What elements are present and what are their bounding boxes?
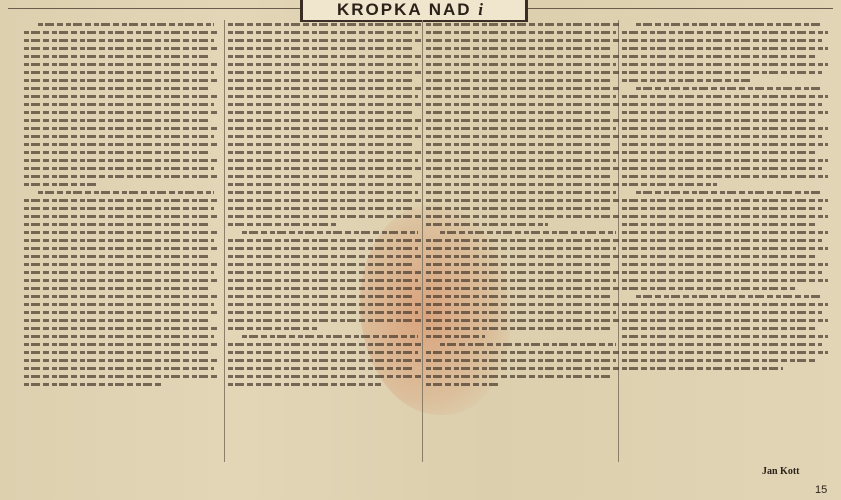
article-column-3 [426, 18, 622, 463]
text-line [426, 183, 622, 186]
text-line [24, 167, 214, 170]
text-line [426, 63, 616, 66]
text-line [24, 295, 220, 298]
text-line [228, 199, 424, 202]
text-line [622, 271, 822, 274]
text-line [426, 303, 622, 306]
text-line [38, 23, 214, 26]
text-line [24, 279, 220, 282]
text-line [24, 63, 220, 66]
text-line [228, 223, 336, 226]
text-line [622, 111, 828, 114]
text-line [24, 127, 220, 130]
text-line [622, 135, 822, 138]
text-line [426, 383, 500, 386]
text-line [228, 279, 418, 282]
text-line [622, 47, 828, 50]
text-line [426, 55, 622, 58]
text-line [24, 183, 98, 186]
text-line [228, 247, 418, 250]
text-line [622, 367, 783, 370]
text-line [24, 79, 220, 82]
text-line [426, 23, 622, 26]
text-line [24, 239, 214, 242]
text-line [24, 47, 220, 50]
text-line [622, 359, 816, 362]
text-line [622, 63, 828, 66]
text-line [426, 199, 622, 202]
text-line [426, 215, 622, 218]
text-line [426, 239, 622, 242]
header-rule-left [8, 8, 300, 9]
text-line [24, 119, 208, 122]
text-line [228, 367, 412, 370]
text-line [24, 151, 208, 154]
text-line [24, 359, 220, 362]
text-line [622, 127, 828, 130]
text-line [24, 351, 208, 354]
text-line [622, 199, 828, 202]
text-line [426, 359, 616, 362]
text-line [426, 295, 610, 298]
text-line [228, 151, 424, 154]
text-line [426, 159, 616, 162]
text-line [228, 191, 418, 194]
text-line [228, 183, 424, 186]
text-line [24, 343, 220, 346]
text-line [426, 247, 616, 250]
text-line [24, 135, 214, 138]
text-line [228, 351, 418, 354]
text-line [622, 239, 822, 242]
text-line [622, 351, 828, 354]
column-separator [224, 20, 225, 462]
text-line [622, 279, 828, 282]
text-line [426, 207, 610, 210]
text-line [622, 327, 816, 330]
text-line [24, 31, 220, 34]
text-line [24, 175, 220, 178]
text-line [426, 39, 622, 42]
text-line [24, 95, 220, 98]
text-line [24, 231, 220, 234]
text-line [426, 319, 622, 322]
column-title [306, 1, 516, 19]
text-line [24, 335, 214, 338]
text-line [622, 231, 828, 234]
text-line [622, 167, 822, 170]
text-line [622, 319, 828, 322]
text-line [228, 383, 381, 386]
column-title-letter: i [478, 0, 486, 19]
text-line [228, 63, 418, 66]
text-line [228, 31, 418, 34]
text-line [228, 359, 424, 362]
text-line [24, 223, 208, 226]
text-line [636, 295, 821, 298]
text-line [622, 79, 750, 82]
text-line [426, 47, 610, 50]
text-line [24, 247, 220, 250]
text-line [228, 39, 424, 42]
text-line [228, 263, 412, 266]
text-line [426, 327, 610, 330]
article-column-2 [228, 18, 424, 463]
text-line [228, 87, 424, 90]
text-line [24, 207, 214, 210]
text-line [622, 143, 828, 146]
text-line [228, 175, 412, 178]
text-line [24, 319, 208, 322]
text-line [24, 375, 220, 378]
text-line [426, 151, 622, 154]
text-line [636, 191, 821, 194]
text-line [228, 271, 424, 274]
header-rule-right [522, 8, 833, 9]
text-line [24, 255, 208, 258]
text-line [426, 143, 610, 146]
text-line [622, 263, 828, 266]
text-line [426, 31, 616, 34]
text-line [228, 255, 424, 258]
text-line [24, 55, 208, 58]
text-line [426, 287, 622, 290]
text-line [24, 311, 220, 314]
text-line [24, 159, 220, 162]
text-line [228, 111, 412, 114]
text-line [622, 207, 822, 210]
text-line [622, 247, 828, 250]
text-line [228, 207, 412, 210]
text-line [24, 87, 208, 90]
text-line [228, 95, 418, 98]
text-line [228, 343, 424, 346]
text-line [24, 287, 208, 290]
author-byline: Jan Kott [762, 466, 800, 477]
text-line [24, 303, 214, 306]
article-column-1 [24, 18, 220, 463]
text-line [24, 215, 220, 218]
text-line [24, 111, 220, 114]
text-line [228, 215, 424, 218]
text-line [426, 271, 622, 274]
text-line [622, 119, 816, 122]
text-line [24, 383, 161, 386]
text-line [228, 167, 424, 170]
text-line [228, 71, 424, 74]
text-line [228, 119, 424, 122]
text-line [426, 71, 622, 74]
text-line [426, 111, 610, 114]
text-line [622, 103, 822, 106]
text-line [24, 199, 220, 202]
text-line [622, 183, 717, 186]
text-line [622, 55, 816, 58]
text-line [622, 311, 822, 314]
text-line [426, 335, 485, 338]
text-line [24, 71, 214, 74]
text-line [622, 95, 828, 98]
text-line [426, 351, 622, 354]
text-line [622, 215, 828, 218]
text-line [426, 119, 622, 122]
text-line [24, 103, 214, 106]
text-line [228, 319, 424, 322]
text-line [228, 143, 412, 146]
text-line [24, 143, 220, 146]
text-line [426, 263, 610, 266]
text-line [622, 39, 822, 42]
text-line [228, 127, 418, 130]
text-line [622, 151, 816, 154]
text-line [24, 263, 220, 266]
column-title-main: KROPKA NAD [336, 0, 472, 19]
text-line [426, 135, 622, 138]
text-line [622, 335, 828, 338]
text-line [228, 55, 424, 58]
text-line [426, 95, 616, 98]
text-line [622, 303, 828, 306]
text-line [228, 327, 318, 330]
text-line [636, 87, 821, 90]
text-line [426, 191, 616, 194]
text-line [426, 255, 622, 258]
text-line [622, 287, 797, 290]
text-line [622, 31, 828, 34]
text-line [622, 255, 816, 258]
text-line [24, 271, 214, 274]
text-line [228, 287, 424, 290]
text-line [426, 79, 610, 82]
text-line [426, 223, 548, 226]
text-line [426, 311, 616, 314]
text-line [24, 367, 214, 370]
text-line [24, 327, 220, 330]
text-line [622, 175, 828, 178]
text-line [622, 343, 822, 346]
page-number: 15 [815, 484, 828, 496]
text-line [242, 335, 418, 338]
text-line [426, 127, 616, 130]
text-line [242, 231, 418, 234]
text-line [228, 23, 424, 26]
text-line [426, 167, 622, 170]
text-line [426, 279, 616, 282]
text-line [440, 343, 616, 346]
text-line [636, 23, 821, 26]
text-line [228, 311, 418, 314]
text-line [440, 231, 616, 234]
text-line [426, 103, 622, 106]
text-line [228, 135, 424, 138]
text-line [426, 87, 622, 90]
text-line [426, 367, 622, 370]
text-line [228, 103, 424, 106]
text-line [228, 295, 412, 298]
text-line [426, 375, 610, 378]
text-line [24, 39, 214, 42]
text-line [228, 239, 424, 242]
text-line [228, 79, 412, 82]
text-line [622, 71, 822, 74]
text-line [38, 191, 214, 194]
text-line [228, 159, 418, 162]
text-line [426, 175, 610, 178]
text-line [228, 303, 424, 306]
text-line [622, 159, 828, 162]
article-column-4 [622, 18, 828, 463]
text-line [228, 47, 412, 50]
text-line [228, 375, 424, 378]
text-line [622, 223, 816, 226]
